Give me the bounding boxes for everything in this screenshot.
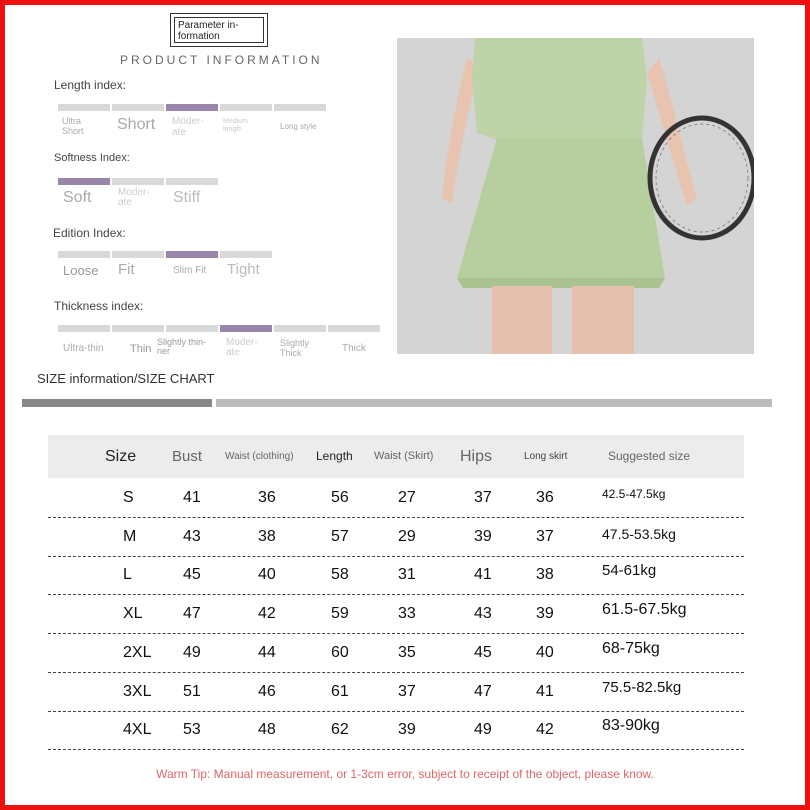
cell-long-skirt: 36 (536, 489, 554, 506)
cell-hips: 45 (474, 644, 492, 661)
cell-long-skirt: 40 (536, 644, 554, 661)
length-segment-long-style (274, 104, 326, 111)
cell-size: 3XL (123, 683, 152, 700)
header-waist-skirt: Waist (Skirt) (374, 450, 434, 462)
softness-index-label: Softness Index: (54, 152, 130, 164)
softness-segment-stiff (166, 178, 218, 185)
cell-bust: 51 (183, 683, 201, 700)
thickness-option-thin: Thin (130, 343, 152, 355)
header-suggested-size: Suggested size (608, 449, 691, 463)
cell-long-skirt: 37 (536, 528, 554, 545)
edition-option-slim-fit: Slim Fit (173, 265, 207, 276)
cell-length: 62 (331, 721, 349, 738)
edition-segment-tight (220, 251, 272, 258)
cell-size: M (123, 528, 137, 545)
cell-length: 58 (331, 566, 349, 583)
size-chart-heading: SIZE information/SIZE CHART (37, 371, 215, 386)
edition-index-scale (58, 251, 288, 283)
edition-option-loose: Loose (63, 263, 99, 278)
cell-waist-clothing: 46 (258, 683, 276, 700)
edition-option-tight: Tight (227, 261, 260, 278)
header-bust: Bust (172, 448, 203, 465)
length-segment-ultra-short (58, 104, 110, 111)
cell-length: 60 (331, 644, 349, 661)
cell-size: 2XL (123, 644, 152, 661)
cell-long-skirt: 41 (536, 683, 554, 700)
cell-size: 4XL (123, 721, 152, 738)
cell-size: XL (123, 605, 143, 622)
table-row (48, 520, 744, 557)
softness-option-moderate: Moder-ate (118, 187, 150, 208)
softness-index-scale (58, 178, 228, 214)
cell-bust: 43 (183, 528, 201, 545)
table-row (48, 675, 744, 712)
length-index-scale (58, 104, 338, 144)
softness-option-soft: Soft (63, 189, 92, 206)
edition-segment-loose (58, 251, 110, 258)
size-table-header (48, 435, 744, 478)
thickness-segment-ultra-thin (58, 325, 110, 332)
softness-segment-soft (58, 178, 110, 185)
cell-waist-clothing: 36 (258, 489, 276, 506)
length-option-ultra-short: Ultra Short (62, 116, 84, 136)
cell-waist-clothing: 48 (258, 721, 276, 738)
cell-waist-skirt: 31 (398, 566, 416, 583)
header-waist-clothing: Waist (clothing) (225, 451, 294, 462)
cell-waist-skirt: 27 (398, 489, 416, 506)
thickness-option-ultra-thin: Ultra-thin (63, 343, 104, 354)
cell-hips: 47 (474, 683, 492, 700)
cell-length: 57 (331, 528, 349, 545)
cell-length: 56 (331, 489, 349, 506)
cell-waist-clothing: 40 (258, 566, 276, 583)
parameter-information-label: Parameter in-formation (174, 17, 264, 43)
table-row (48, 636, 744, 673)
cell-bust: 47 (183, 605, 201, 622)
thickness-segment-moderate (220, 325, 272, 332)
cell-long-skirt: 39 (536, 605, 554, 622)
thickness-option-moderate: Moder-ate (226, 337, 258, 358)
header-length: Length (316, 449, 353, 463)
cell-hips: 43 (474, 605, 492, 622)
softness-option-stiff: Stiff (173, 189, 201, 206)
cell-suggested-size: 83-90kg (602, 717, 660, 734)
thickness-index-scale (58, 325, 388, 361)
header-hips: Hips (460, 448, 493, 465)
length-option-moderate: Moder-ate (172, 116, 204, 138)
parameter-information-box (170, 13, 268, 47)
cell-hips: 49 (474, 721, 492, 738)
section-divider-light (216, 399, 772, 407)
product-information-heading: PRODUCT INFORMATION (120, 53, 323, 67)
cell-bust: 53 (183, 721, 201, 738)
thickness-segment-slightly-thinner (166, 325, 218, 332)
cell-hips: 37 (474, 489, 492, 506)
cell-bust: 41 (183, 489, 201, 506)
thickness-option-slightly-thick: Slightly Thick (280, 338, 310, 358)
cell-suggested-size: 47.5-53.5kg (602, 526, 676, 542)
cell-waist-clothing: 44 (258, 644, 276, 661)
cell-suggested-size: 61.5-67.5kg (602, 601, 687, 618)
cell-waist-skirt: 37 (398, 683, 416, 700)
thickness-index-label: Thickness index: (54, 299, 144, 313)
edition-index-label: Edition Index: (53, 226, 126, 240)
table-row (48, 713, 744, 750)
length-segment-medium-length (220, 104, 272, 111)
edition-segment-slim-fit (166, 251, 218, 258)
length-segment-moderate (166, 104, 218, 111)
cell-hips: 41 (474, 566, 492, 583)
thickness-option-slightly-thinner: Slightly thin-ner (157, 337, 207, 356)
cell-waist-skirt: 29 (398, 528, 416, 545)
thickness-segment-thin (112, 325, 164, 332)
table-row (48, 597, 744, 634)
length-segment-short (112, 104, 164, 111)
length-option-medium-length: Medium length (223, 118, 248, 133)
cell-long-skirt: 38 (536, 566, 554, 583)
cell-bust: 49 (183, 644, 201, 661)
cell-bust: 45 (183, 566, 201, 583)
product-photo-illustration (397, 38, 754, 354)
cell-waist-clothing: 38 (258, 528, 276, 545)
cell-waist-clothing: 42 (258, 605, 276, 622)
length-option-long-style: Long style (280, 122, 317, 131)
table-row (48, 481, 744, 518)
softness-segment-moderate (112, 178, 164, 185)
cell-suggested-size: 68-75kg (602, 640, 660, 657)
header-long-skirt: Long skirt (524, 451, 568, 462)
thickness-segment-slightly-thick (274, 325, 326, 332)
section-divider-dark (22, 399, 212, 407)
cell-suggested-size: 42.5-47.5kg (602, 487, 666, 501)
cell-suggested-size: 75.5-82.5kg (602, 679, 682, 696)
cell-waist-skirt: 39 (398, 721, 416, 738)
cell-length: 61 (331, 683, 349, 700)
edition-option-fit: Fit (118, 261, 135, 278)
length-index-label: Length index: (54, 78, 127, 92)
warm-tip: Warm Tip: Manual measurement, or 1-3cm error, subject to receipt of the object, please know. (156, 767, 654, 781)
thickness-segment-thick (328, 325, 380, 332)
length-option-short: Short (117, 116, 156, 133)
cell-length: 59 (331, 605, 349, 622)
thickness-option-thick: Thick (342, 343, 366, 354)
header-size: Size (105, 448, 137, 465)
cell-size: L (123, 566, 132, 583)
cell-waist-skirt: 35 (398, 644, 416, 661)
cell-suggested-size: 54-61kg (602, 562, 657, 579)
table-row (48, 558, 744, 595)
cell-waist-skirt: 33 (398, 605, 416, 622)
product-photo (397, 38, 754, 354)
cell-size: S (123, 489, 134, 506)
edition-segment-fit (112, 251, 164, 258)
cell-hips: 39 (474, 528, 492, 545)
cell-long-skirt: 42 (536, 721, 554, 738)
